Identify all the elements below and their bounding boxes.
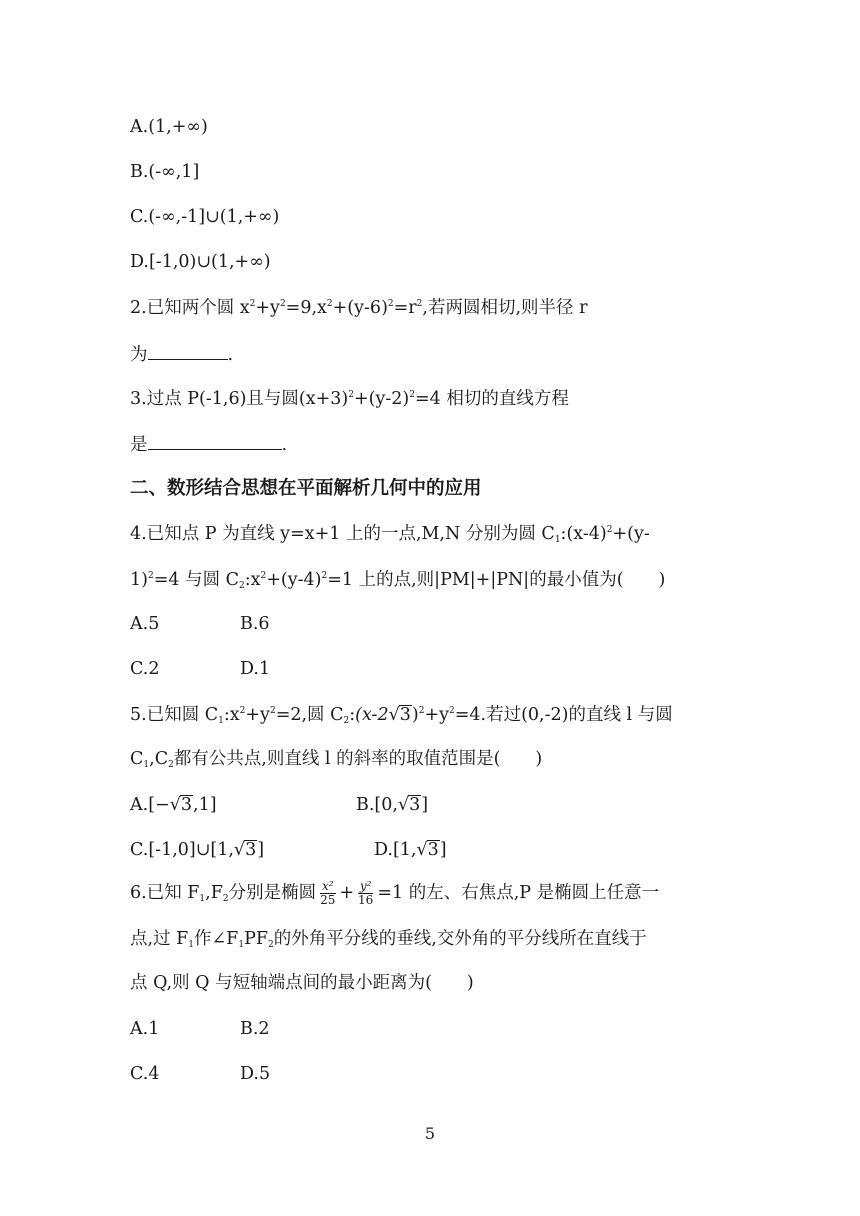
q4-stem-line1: 4.已知点 P 为直线 y=x+1 上的一点,M,N 分别为圆 $C_1:(x-4)^2+(y-$ xyxy=(130,524,650,545)
q6-stem-line2: 点,过 $F_1$作$\angle F_1PF_2$的外角平分线的垂线,交外角的平分线所在直线于 xyxy=(130,929,647,950)
q5-option-a: A.[−√3,1] xyxy=(130,795,217,815)
q5-stem-line1: 5.已知圆 $C_1:x^2+y^2=2$,圆 $C_2:(x-2√3)^2+y^2=4$.若过(0,-2)的直线 l 与圆 xyxy=(130,705,673,726)
q4-stem-line2: 1)$^2$=4 与圆 $C_2:x^2+(y-4)^2=1$ 上的点,则|PM|+|PN|的最小值为( ) xyxy=(130,570,666,591)
sqrt-sign: √ xyxy=(397,795,410,815)
q5-option-c: C.[-1,0]∪[1,√3] xyxy=(130,840,265,860)
q1-option-c: C.(-∞,-1]∪(1,+∞) xyxy=(130,207,280,227)
q6-stem-line1: 6.已知 $F_1,F_2$分别是椭圆 $\frac{\text{x²}}{25}$ + $\frac{\text{y²}}{16}$ =1 的左、右焦点,P 是椭圆上任意一 xyxy=(130,879,660,907)
q5-stem-line2: $C_1,C_2$都有公共点,则直线 l 的斜率的取值范围是( ) xyxy=(130,749,543,770)
q4-option-a: A.5 xyxy=(130,614,160,634)
q6-option-c: C.4 xyxy=(130,1064,160,1084)
sqrt-sign: √ xyxy=(233,840,246,860)
q5-option-b: B.[0,√3] xyxy=(356,795,429,815)
sqrt-sign: √ xyxy=(416,840,428,860)
q2-answer-blank[interactable] xyxy=(148,341,228,360)
page-number: 5 xyxy=(424,1124,436,1143)
q3-answer-line: 是 . xyxy=(130,431,287,458)
q2-answer-line: 为 . xyxy=(130,341,233,368)
q6-option-d: D.5 xyxy=(240,1064,271,1084)
q1-option-b: B.(-∞,1] xyxy=(130,162,200,182)
section-heading: 二、数形结合思想在平面解析几何中的应用 xyxy=(130,478,482,499)
q4-option-c: C.2 xyxy=(130,659,160,679)
fraction-x2-over-25: $\frac{\text{x²}}{25}$ xyxy=(320,879,336,907)
q4-option-d: D.1 xyxy=(240,659,271,679)
q5-option-d: D.[1,√3] xyxy=(374,840,447,860)
q4-option-b: B.6 xyxy=(240,614,270,634)
q3-answer-blank[interactable] xyxy=(148,431,282,450)
q6-option-b: B.2 xyxy=(240,1019,270,1039)
q6-option-a: A.1 xyxy=(130,1019,160,1039)
q3-stem: 3.过点 P(-1,6)且与圆$(x+3)^2+(y-2)^2=4$ 相切的直线方程 xyxy=(130,389,569,409)
q1-option-a: A.(1,+∞) xyxy=(130,117,208,137)
sqrt-sign: √ xyxy=(169,795,181,815)
q1-option-d: D.[-1,0)∪(1,+∞) xyxy=(130,252,271,272)
q2-stem: 2.已知两个圆 $x^2+y^2=9,x^2+(y-6)^2=r^2$,若两圆相切,则半径 r xyxy=(130,298,588,318)
fraction-y2-over-16: $\frac{\text{y²}}{16}$ xyxy=(358,879,374,907)
sqrt-sign: √ xyxy=(388,705,400,725)
q6-stem-line3: 点 Q,则 Q 与短轴端点间的最小距离为( ) xyxy=(130,973,474,993)
